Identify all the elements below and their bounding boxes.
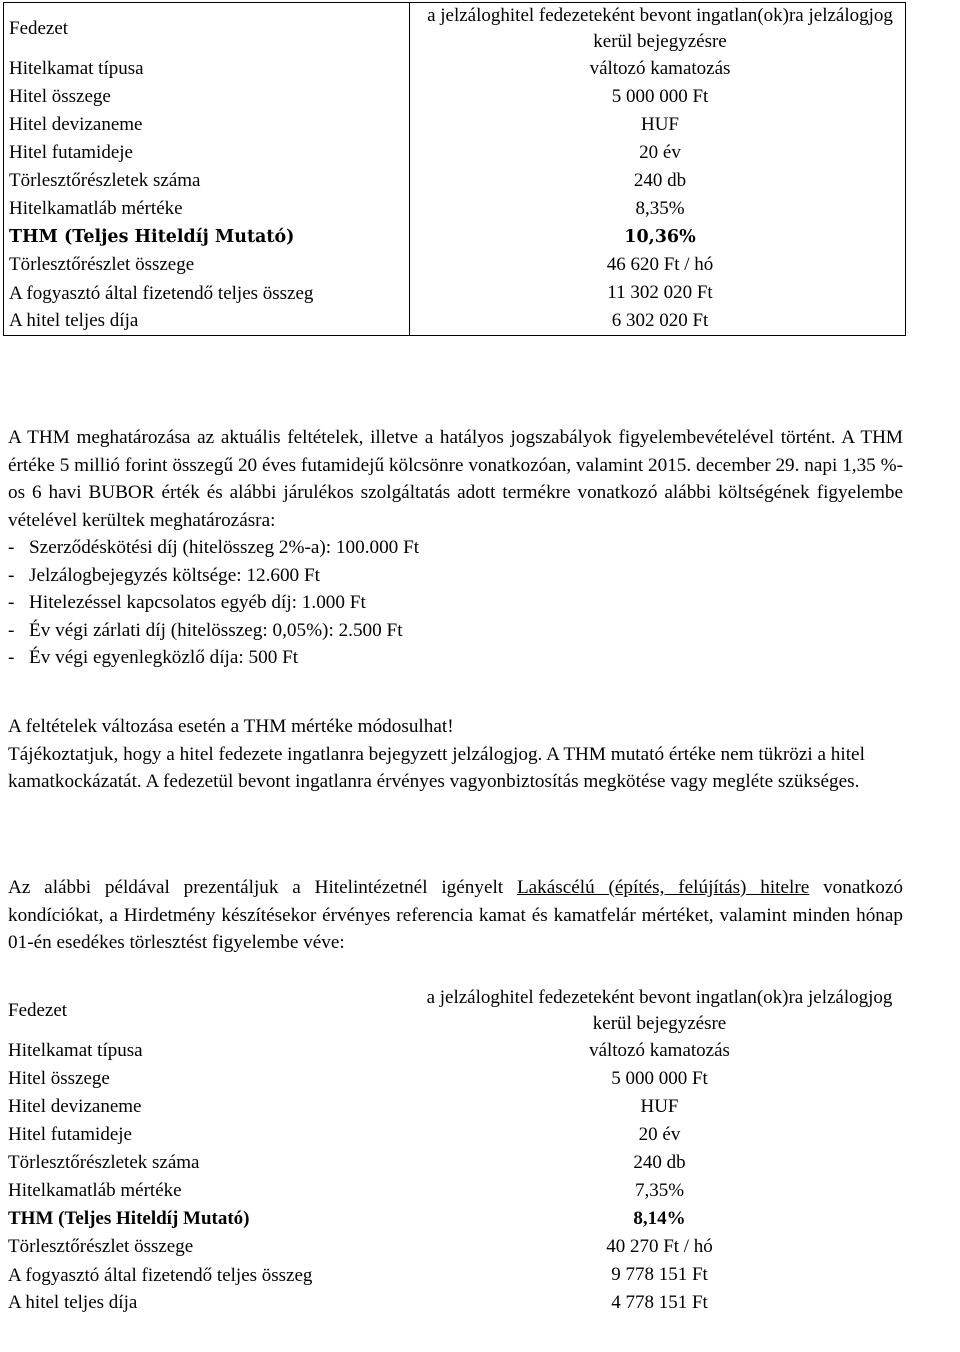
list-item [8,617,903,645]
list-item [8,644,903,672]
dash-bullet: - [8,647,15,668]
fee-item: Jelzálogbejegyzés költsége: 12.600 Ft [29,564,320,586]
row-label: A fogyasztó által fizetendő teljes összeg [8,1264,313,1286]
list-item [8,589,903,617]
table-row [3,1261,906,1289]
row-label: Hitel futamideje [8,1124,132,1145]
table-row [4,111,906,139]
table-row [4,279,906,307]
table-row [3,1121,906,1149]
thm-change-notice: A feltételek változása esetén a THM mértéke módosulhat! [8,716,454,737]
row-label: Fedezet [8,1000,68,1021]
row-value: 4 778 151 Ft [611,1292,708,1313]
row-label: THM (Teljes Hiteldíj Mutató) [4,223,410,251]
table-row [4,195,906,223]
loan-conditions-table-1 [3,2,906,336]
notice-block [8,713,903,796]
row-value: 240 db [633,1152,686,1173]
row-value: 240 db [633,170,687,191]
table-row [3,1233,906,1261]
row-label: Törlesztőrészlet összege [8,1236,194,1257]
table-row [4,83,906,111]
table-row [3,1289,906,1317]
row-label: Hitelkamatláb mértéke [4,195,410,223]
fee-item: Hitelezéssel kapcsolatos egyéb díj: 1.000 Ft [29,592,366,613]
row-label: Fedezet [4,3,410,56]
row-value: 20 év [638,1124,681,1145]
fee-item: Év végi egyenlegközlő díja: 500 Ft [29,647,299,668]
table-row [4,139,906,167]
row-label: Hitel összege [8,1068,110,1089]
dash-bullet: - [8,537,15,558]
row-label: Törlesztőrészletek száma [4,167,410,195]
row-value: 5 000 000 Ft [611,1068,708,1089]
example-text-after: vonatkozó kondíciókat, a Hirdetmény készítésekor érvényes referencia kamat és kamatfelár mértéket, valamint minden hónap 01-én esedékes törlesztést figyelembe véve: [8,877,903,953]
row-value: a jelzáloghitel fedezeteként bevont ingatlan(ok)ra jelzálogjog kerül bejegyzésre [427,5,893,52]
row-label: A fogyasztó által fizetendő teljes összeg [4,279,410,307]
row-value: 10,36% [624,227,696,247]
list-item [8,534,903,562]
thm-explanation [8,424,903,672]
table-row [4,167,906,195]
dash-bullet: - [8,619,15,641]
loan-conditions-table-2 [3,985,906,1317]
row-value: 11 302 020 Ft [607,282,713,303]
row-label: Törlesztőrészletek száma [8,1152,200,1173]
row-label: Hitel devizaneme [8,1096,142,1117]
row-value: 5 000 000 Ft [611,86,709,107]
dash-bullet: - [8,592,15,613]
row-value: 40 270 Ft / hó [606,1236,713,1257]
table-row [4,307,906,336]
dash-bullet: - [8,564,15,586]
table-row-thm [4,223,906,251]
example-intro [8,874,903,957]
row-value: 6 302 020 Ft [611,310,709,331]
row-value: 8,14% [633,1208,686,1229]
table-row [3,1093,906,1121]
row-label: Hitel összege [4,83,410,111]
list-item [8,562,903,590]
row-value: HUF [640,114,679,135]
table-row-thm [3,1205,906,1233]
row-value: 7,35% [634,1180,685,1201]
row-label: Hitelkamatláb mértéke [8,1180,182,1201]
table-row [3,985,906,1037]
fee-list [8,534,903,672]
row-label: THM (Teljes Hiteldíj Mutató) [8,1208,250,1229]
loan-type-underlined: Lakáscélú (építés, felújítás) hitelre [516,877,810,898]
row-label: Hitel futamideje [4,139,410,167]
row-value: 8,35% [635,198,685,219]
row-label: A hitel teljes díja [8,1292,138,1313]
table-row [3,1149,906,1177]
fee-item: Év végi zárlati díj (hitelösszeg: 0,05%): 2.500 Ft [29,619,403,641]
row-label: Hitelkamat típusa [4,55,410,83]
row-value: a jelzáloghitel fedezeteként bevont ingatlan(ok)ra jelzálogjog kerül bejegyzésre [426,987,893,1034]
table-row [4,251,906,279]
row-value: 46 620 Ft / hó [606,254,714,275]
row-label: A hitel teljes díja [4,307,410,336]
row-label: Hitel devizaneme [4,111,410,139]
table-row [3,1065,906,1093]
row-value: HUF [640,1096,679,1117]
row-value: változó kamatozás [589,1040,730,1061]
row-label: Törlesztőrészlet összege [4,251,410,279]
table-row [3,1177,906,1205]
thm-intro: A THM meghatározása az aktuális feltételek, illetve a hatályos jogszabályok figyelembevételével történt. A THM értéke 5 millió forint összegű 20 éves futamidejű kölcsönre vonatkozóan, valamint 2015. december 29. napi 1,35 %-os 6 havi BUBOR érték és alábbi járulékos szolgáltatás adott termékre vonatkozó alábbi költségének figyelembe vételével kerültek meghatározásra: [8,427,903,531]
table-row [4,3,906,56]
fee-item: Szerződéskötési díj (hitelösszeg 2%-a): 100.000 Ft [29,537,420,558]
table-row [3,1037,906,1065]
row-value: 20 év [639,142,681,163]
row-value: változó kamatozás [589,58,731,79]
collateral-notice: Tájékoztatjuk, hogy a hitel fedezete ingatlanra bejegyzett jelzálogjog. A THM mutató értéke nem tükrözi a hitel kamatkockázatát. A fedezetül bevont ingatlanra érvényes vagyonbiztosítás megkötése vagy megléte szükséges. [8,743,865,792]
row-value: 9 778 151 Ft [611,1264,708,1285]
row-label: Hitelkamat típusa [8,1040,143,1061]
example-text-before: Az alábbi példával prezentáljuk a Hitelintézetnél igényelt [8,877,517,898]
table-row [4,55,906,83]
